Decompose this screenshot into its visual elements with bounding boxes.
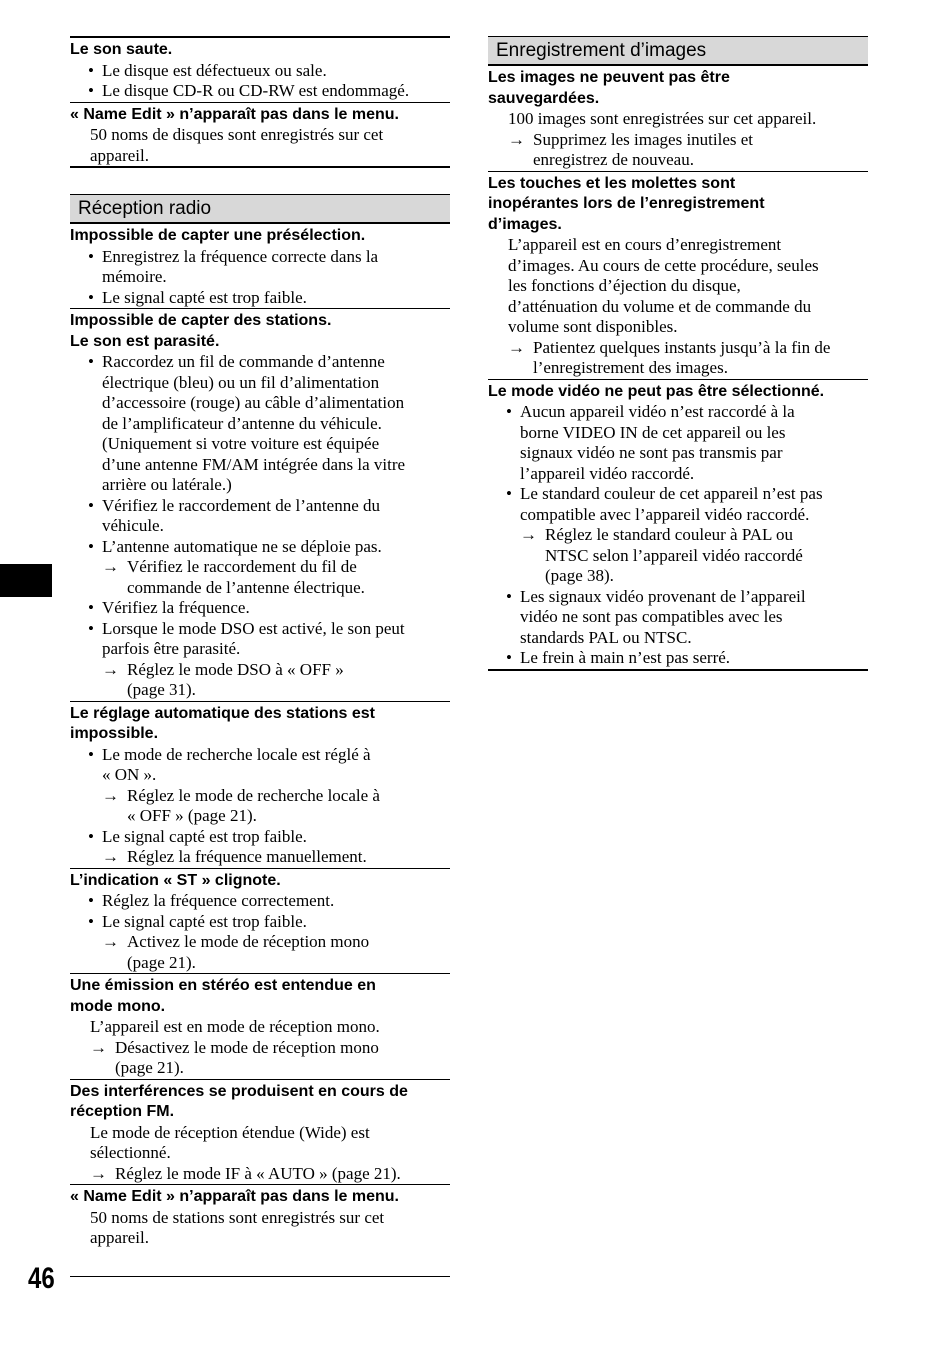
heading-line: « Name Edit » n’apparaît pas dans le menu.	[70, 1188, 399, 1205]
bullet-item	[488, 484, 868, 525]
bullet-icon: •	[88, 60, 94, 80]
bullet-text-line: Enregistrez la fréquence correcte dans la	[102, 246, 379, 266]
bullet-text-line: Raccordez un fil de commande d’antenne	[102, 352, 385, 371]
bullet-item	[70, 496, 450, 537]
bullet-text-line: Le disque CD-R ou CD-RW est endommagé.	[102, 81, 410, 100]
bullet-item	[70, 352, 450, 496]
bullet-text-line: mémoire.	[102, 267, 167, 286]
bullet-item	[488, 402, 868, 484]
arrow-text-line: Supprimez les images inutiles et	[533, 129, 754, 149]
troubleshoot-item	[488, 379, 868, 671]
arrow-instruction	[70, 932, 450, 973]
arrow-icon: →	[508, 129, 525, 149]
bullet-text-line: Le standard couleur de cet appareil n’est pas	[520, 484, 823, 503]
troubleshoot-item	[70, 36, 450, 102]
section-tab-marker	[0, 564, 52, 597]
body-line: d’atténuation du volume et de commande du	[508, 296, 812, 316]
bullet-text-line: Le signal capté est trop faible.	[102, 911, 307, 931]
troubleshoot-item	[488, 171, 868, 379]
bullet-item	[70, 81, 450, 102]
bullet-icon: •	[88, 891, 94, 910]
bullet-text-line: L’antenne automatique ne se déploie pas.	[102, 536, 382, 556]
body-line: L’appareil est en mode de réception mono.	[90, 1017, 380, 1036]
body-line: volume sont disponibles.	[508, 317, 678, 336]
item-heading	[70, 869, 450, 892]
bullet-item	[488, 648, 868, 669]
item-heading	[70, 1080, 450, 1123]
body-line: d’images. Au cours de cette procédure, seules	[508, 255, 819, 275]
heading-line: Impossible de capter une présélection.	[70, 227, 366, 244]
bullet-icon: •	[506, 648, 512, 667]
bullet-item	[70, 891, 450, 912]
bullet-icon: •	[506, 402, 512, 421]
arrow-instruction	[70, 1164, 450, 1185]
bullet-text-line: arrière ou latérale.)	[102, 475, 232, 494]
body-line: Le mode de réception étendue (Wide) est	[90, 1122, 370, 1142]
arrow-text-line: NTSC selon l’appareil vidéo raccordé	[545, 545, 803, 565]
heading-line: sauvegardées.	[488, 89, 600, 107]
arrow-text-line: (page 31).	[127, 680, 196, 699]
bullet-icon: •	[88, 536, 94, 556]
left-column	[70, 36, 450, 1249]
bullet-icon: •	[88, 598, 94, 617]
heading-line: Le mode vidéo ne peut pas être sélectionné.	[488, 382, 825, 400]
bullet-text-line: d’accessoire (rouge) au câble d’alimentation	[102, 393, 405, 412]
bullet-icon: •	[88, 246, 94, 266]
arrow-text-line: Réglez le mode de recherche locale à	[127, 785, 380, 805]
troubleshoot-item	[70, 223, 450, 308]
arrow-text-line: Réglez le standard couleur à PAL ou	[545, 525, 794, 544]
item-heading	[70, 974, 450, 1017]
section-title: Enregistrement d’images	[488, 36, 868, 65]
bullet-text-line: Le signal capté est trop faible.	[102, 287, 307, 307]
troubleshoot-item	[70, 308, 450, 701]
arrow-text-line: l’enregistrement des images.	[533, 358, 728, 377]
bullet-item	[70, 598, 450, 619]
arrow-text-line: Activez le mode de réception mono	[127, 932, 370, 951]
arrow-icon: →	[102, 659, 119, 679]
bullet-item	[70, 537, 450, 558]
heading-line: Le réglage automatique des stations est	[70, 704, 375, 722]
bullet-text-line: Aucun appareil vidéo n’est raccordé à la	[520, 402, 795, 421]
heading-line: d’images.	[488, 215, 562, 233]
body-line: 100 images sont enregistrées sur cet appareil.	[508, 109, 817, 128]
bullet-text-line: compatible avec l’appareil vidéo raccordé.	[520, 504, 810, 524]
bullet-icon: •	[88, 911, 94, 931]
arrow-text-line: Vérifiez le raccordement du fil de	[127, 557, 357, 576]
bullet-icon: •	[88, 618, 94, 638]
body-line: appareil.	[90, 1228, 149, 1247]
troubleshoot-item	[70, 102, 450, 169]
arrow-text-line: commande de l’antenne électrique.	[127, 577, 365, 597]
bullet-text-line: véhicule.	[102, 516, 164, 535]
bullet-icon: •	[506, 484, 512, 503]
bullet-text-line: vidéo ne sont pas compatibles avec les	[520, 607, 783, 626]
troubleshoot-item	[70, 868, 450, 974]
heading-line: Une émission en stéréo est entendue en	[70, 977, 376, 994]
arrow-instruction	[488, 525, 868, 587]
bullet-text-line: Lorsque le mode DSO est activé, le son peut	[102, 618, 405, 638]
arrow-icon: →	[102, 785, 119, 805]
bullet-icon: •	[88, 744, 94, 764]
heading-line: réception FM.	[70, 1103, 175, 1120]
bullet-item	[70, 247, 450, 288]
bullet-item	[70, 827, 450, 848]
bullet-text-line: Le signal capté est trop faible.	[102, 826, 307, 846]
arrow-text-line: Désactivez le mode de réception mono	[115, 1037, 379, 1057]
bullet-text-line: Les signaux vidéo provenant de l’appareil	[520, 586, 806, 606]
troubleshoot-item	[70, 701, 450, 868]
bullet-text-line: borne VIDEO IN de cet appareil ou les	[520, 422, 786, 442]
arrow-instruction	[70, 847, 450, 868]
heading-line: « Name Edit » n’apparaît pas dans le menu.	[70, 105, 399, 123]
arrow-text-line: Réglez le mode IF à « AUTO » (page 21).	[115, 1163, 401, 1183]
item-heading	[488, 380, 868, 403]
body-line: les fonctions d’éjection du disque,	[508, 276, 741, 295]
bullet-item	[70, 288, 450, 309]
bullet-text-line: Réglez la fréquence correctement.	[102, 891, 335, 910]
bullet-item	[70, 619, 450, 660]
arrow-icon: →	[508, 337, 525, 357]
bullet-icon: •	[88, 81, 94, 100]
arrow-text-line: enregistrez de nouveau.	[533, 150, 694, 169]
heading-line: inopérantes lors de l’enregistrement	[488, 195, 765, 212]
heading-line: Les touches et les molettes sont	[488, 174, 736, 192]
section-title: Réception radio	[70, 194, 450, 223]
troubleshoot-item	[70, 1184, 450, 1249]
arrow-instruction	[488, 338, 868, 379]
bottom-rule	[70, 1276, 450, 1277]
arrow-instruction	[70, 1038, 450, 1079]
body-line: 50 noms de stations sont enregistrés sur cet	[90, 1207, 385, 1227]
item-heading	[70, 309, 450, 352]
bullet-icon: •	[506, 586, 512, 606]
bullet-item	[488, 587, 868, 649]
arrow-icon: →	[90, 1037, 107, 1057]
arrow-icon: →	[102, 847, 119, 866]
troubleshoot-item	[70, 973, 450, 1079]
arrow-instruction	[70, 660, 450, 701]
heading-line: Le son est parasité.	[70, 332, 220, 350]
right-column	[488, 36, 868, 671]
arrow-text-line: « OFF » (page 21).	[127, 806, 257, 825]
item-heading	[70, 702, 450, 745]
bullet-text-line: Le disque est défectueux ou sale.	[102, 60, 327, 80]
arrow-icon: →	[90, 1163, 107, 1183]
bullet-item	[70, 912, 450, 933]
bullet-item	[70, 745, 450, 786]
arrow-icon: →	[102, 932, 119, 951]
item-heading	[488, 66, 868, 109]
bullet-text-line: d’une antenne FM/AM intégrée dans la vitre	[102, 454, 406, 474]
bullet-icon: •	[88, 352, 94, 371]
bullet-text-line: électrique (bleu) ou un fil d’alimentation	[102, 372, 380, 392]
bullet-text-line: l’appareil vidéo raccordé.	[520, 463, 695, 483]
heading-line: mode mono.	[70, 997, 166, 1015]
body-line: L’appareil est en cours d’enregistrement	[508, 235, 782, 254]
arrow-text-line: (page 38).	[545, 566, 614, 585]
arrow-text-line: (page 21).	[127, 952, 196, 972]
heading-line: Les images ne peuvent pas être	[488, 69, 730, 86]
arrow-icon: →	[520, 525, 537, 544]
troubleshoot-item	[70, 1079, 450, 1185]
body-line: appareil.	[90, 145, 149, 165]
arrow-text-line: Patientez quelques instants jusqu’à la fin de	[533, 337, 831, 357]
arrow-icon: →	[102, 557, 119, 576]
heading-line: Impossible de capter des stations.	[70, 312, 332, 329]
bullet-icon: •	[88, 495, 94, 515]
bullet-text-line: Vérifiez la fréquence.	[102, 598, 250, 617]
arrow-instruction	[488, 130, 868, 171]
arrow-text-line: (page 21).	[115, 1058, 184, 1077]
arrow-instruction	[70, 557, 450, 598]
bullet-item	[70, 61, 450, 82]
item-heading	[70, 103, 450, 126]
body-line: 50 noms de disques sont enregistrés sur cet	[90, 125, 384, 144]
arrow-text-line: Réglez le mode DSO à « OFF »	[127, 659, 344, 679]
bullet-text-line: « ON ».	[102, 765, 157, 784]
bullet-text-line: Le mode de recherche locale est réglé à	[102, 744, 371, 764]
bullet-text-line: parfois être parasité.	[102, 639, 241, 658]
bullet-text-line: signaux vidéo ne sont pas transmis par	[520, 443, 783, 462]
item-heading	[70, 224, 450, 247]
heading-line: impossible.	[70, 725, 159, 742]
item-heading	[488, 172, 868, 236]
body-line: sélectionné.	[90, 1143, 171, 1162]
bullet-icon: •	[88, 287, 94, 307]
item-heading	[70, 38, 450, 61]
bullet-text-line: (Uniquement si votre voiture est équipée	[102, 434, 380, 453]
bullet-icon: •	[88, 826, 94, 846]
arrow-instruction	[70, 786, 450, 827]
troubleshoot-item	[488, 65, 868, 171]
heading-line: L’indication « ST » clignote.	[70, 871, 281, 889]
heading-line: Le son saute.	[70, 41, 173, 58]
page-number: 46	[28, 1262, 55, 1295]
bullet-text-line: Vérifiez le raccordement de l’antenne du	[102, 495, 380, 515]
arrow-text-line: Réglez la fréquence manuellement.	[127, 847, 367, 866]
bullet-text-line: Le frein à main n’est pas serré.	[520, 648, 731, 667]
heading-line: Des interférences se produisent en cours de	[70, 1082, 408, 1100]
bullet-text-line: standards PAL ou NTSC.	[520, 627, 692, 647]
bullet-text-line: de l’amplificateur d’antenne du véhicule.	[102, 413, 382, 433]
item-heading	[70, 1185, 450, 1208]
